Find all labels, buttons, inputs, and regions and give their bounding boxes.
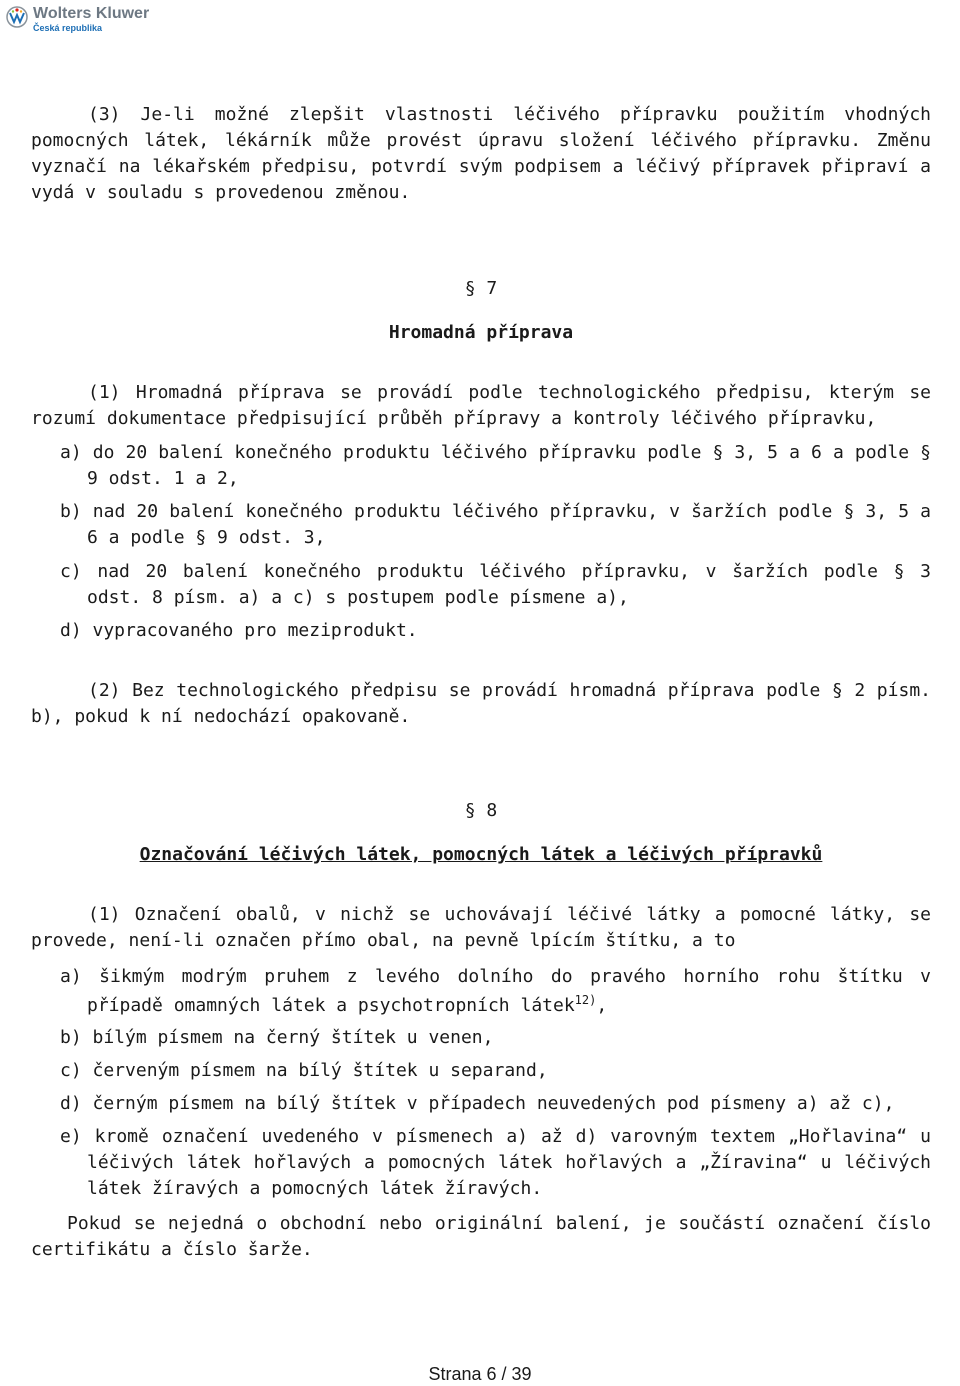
section-7-title: Hromadná příprava: [388, 322, 574, 343]
footnote-ref-12[interactable]: 12): [574, 993, 597, 1007]
section-7-number: § 7: [464, 278, 498, 299]
list-item-7-d: d) vypracovaného pro meziprodukt.: [60, 620, 418, 641]
wolters-kluwer-logo-icon: [6, 6, 28, 28]
list-item-7-a: a) do 20 balení konečného produktu léčivého přípravku podle § 3, 5 a 6 a podle § 9 odst. 1 a 2,: [60, 442, 931, 489]
paragraph-8-2: Pokud se nejedná o obchodní nebo originální balení, je součástí označení číslo certifikátu a číslo šarže.: [31, 1213, 931, 1260]
list-item-8-d: d) černým písmem na bílý štítek v případech neuvedených pod písmeny a) až c),: [60, 1093, 895, 1114]
brand-subtitle: Česká republika: [33, 23, 103, 33]
paragraph-8-1: (1) Označení obalů, v nichž se uchovávají léčivé látky a pomocné látky, se provede, není-li označen přímo obal, na pevně lpícím štítku, a to: [31, 904, 931, 951]
page-number: Strana 6 / 39: [428, 1364, 532, 1384]
list-item-8-a: a) šikmým modrým pruhem z levého dolního do pravého horního rohu štítku v případě omamných látek a psychotropních látek$^{12)}$,: [60, 966, 931, 1016]
list-item-7-b: b) nad 20 balení konečného produktu léčivého přípravku, v šaržích podle § 3, 5 a 6 a podle § 9 odst. 3,: [60, 501, 931, 548]
paragraph-7-2: (2) Bez technologického předpisu se provádí hromadná příprava podle § 2 písm. b), pokud k ní nedochází opakovaně.: [31, 680, 931, 727]
paragraph-7-1: (1) Hromadná příprava se provádí podle technologického předpisu, kterým se rozumí dokumentace předpisující průběh přípravy a kontroly léčivého přípravku,: [31, 382, 931, 429]
list-item-8-b: b) bílým písmem na černý štítek u venen,: [60, 1027, 494, 1048]
section-8-number: § 8: [464, 800, 498, 821]
section-8-title: Označování léčivých látek, pomocných látek a léčivých přípravků: [139, 844, 823, 865]
list-item-8-c: c) červeným písmem na bílý štítek u separand,: [60, 1060, 548, 1081]
list-item-8-e: e) kromě označení uvedeného v písmenech a) až d) varovným textem „Hořlavina“ u léčivých látek hořlavých a pomocných látek hořlavých a „Žíravina“ u léčivých látek žíravých a pomocných látek žíravých.: [60, 1126, 931, 1199]
paragraph-6-3: (3) Je-li možné zlepšit vlastnosti léčivého přípravku použitím vhodných pomocných látek, lékárník může provést úpravu složení léčivého přípravku. Změnu vyznačí na lékařském předpisu, potvrdí svým podpisem a léčivý přípravek připraví a vydá v souladu s provedenou změnou.: [31, 104, 931, 203]
brand-logo: [6, 4, 149, 36]
brand-name: Wolters Kluwer: [33, 5, 150, 22]
list-item-7-c: c) nad 20 balení konečného produktu léčivého přípravku, v šaržích podle § 3 odst. 8 písm. a) a c) s postupem podle písmene a),: [60, 561, 931, 608]
